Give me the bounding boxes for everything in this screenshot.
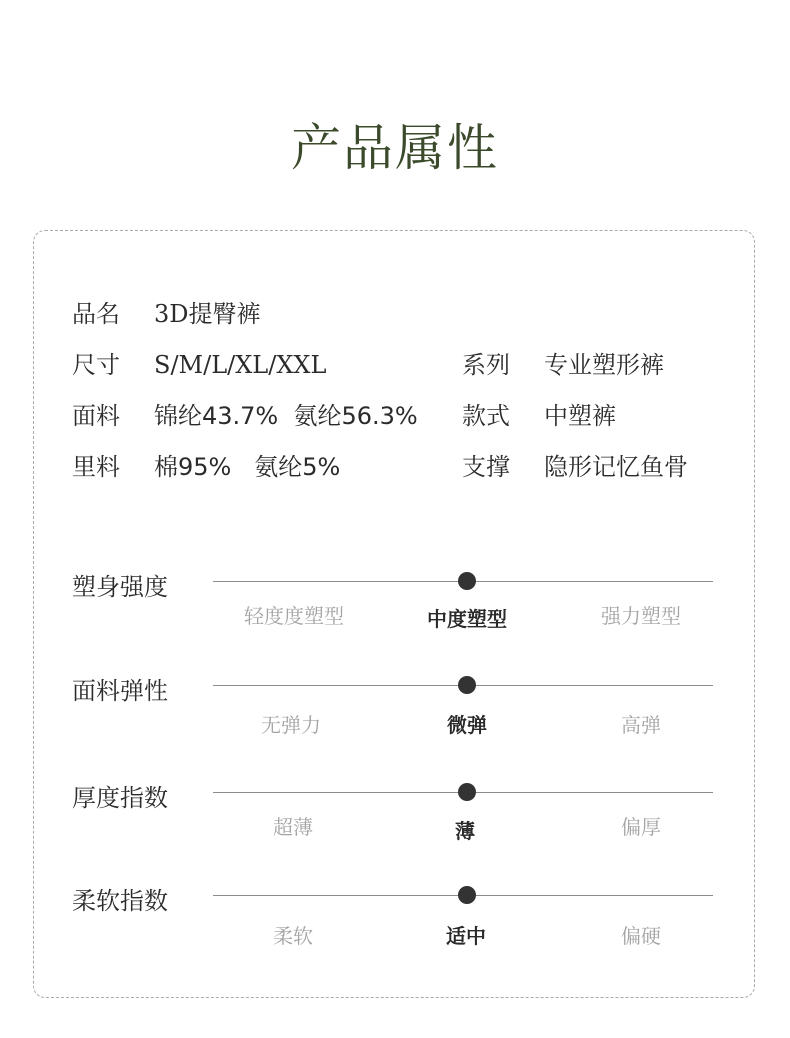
attr-lining-key: 里料 — [72, 453, 120, 481]
attr-fabric-value: 锦纶43.7% 氨纶56.3% — [154, 402, 418, 430]
scale-label-elasticity: 面料弹性 — [72, 677, 168, 705]
scale-indicator-softness — [458, 886, 476, 904]
scale-option: 适中 — [446, 924, 486, 948]
attr-name-key: 品名 — [72, 300, 120, 328]
scale-option: 轻度度塑型 — [244, 604, 344, 628]
attr-size-key: 尺寸 — [72, 351, 120, 379]
attr-fabric-key: 面料 — [72, 402, 120, 430]
scale-option: 薄 — [455, 819, 475, 843]
attr-support — [462, 447, 688, 482]
scale-option: 偏厚 — [621, 815, 661, 839]
attr-series — [462, 345, 664, 380]
attr-style-value: 中塑裤 — [544, 402, 616, 430]
scale-option: 超薄 — [273, 815, 313, 839]
attr-lining-value: 棉95% 氨纶5% — [154, 453, 341, 481]
scale-indicator-shaping — [458, 572, 476, 590]
attr-support-value: 隐形记忆鱼骨 — [544, 453, 688, 481]
scale-option: 强力塑型 — [601, 604, 681, 628]
attr-name — [72, 294, 261, 329]
scale-label-thickness: 厚度指数 — [72, 784, 168, 812]
scale-indicator-thickness — [458, 783, 476, 801]
attr-style-key: 款式 — [462, 402, 510, 430]
attr-size-value: S/M/L/XL/XXL — [154, 351, 327, 379]
attr-fabric — [72, 396, 418, 431]
scale-label-softness: 柔软指数 — [72, 887, 168, 915]
scale-indicator-elasticity — [458, 676, 476, 694]
attr-name-value: 3D提臀裤 — [154, 300, 261, 328]
scale-option: 中度塑型 — [427, 607, 507, 631]
attr-style — [462, 396, 616, 431]
scale-option: 偏硬 — [621, 924, 661, 948]
scale-option: 柔软 — [273, 924, 313, 948]
scale-option: 高弹 — [621, 713, 661, 737]
attr-series-value: 专业塑形裤 — [544, 351, 664, 379]
scale-label-shaping: 塑身强度 — [72, 573, 168, 601]
attr-size — [72, 345, 326, 380]
scale-option: 无弹力 — [261, 713, 321, 737]
attr-series-key: 系列 — [462, 351, 510, 379]
attr-lining — [72, 447, 340, 482]
page-title: 产品属性 — [291, 119, 499, 177]
attr-support-key: 支撑 — [462, 453, 510, 481]
scale-option: 微弹 — [447, 713, 487, 737]
